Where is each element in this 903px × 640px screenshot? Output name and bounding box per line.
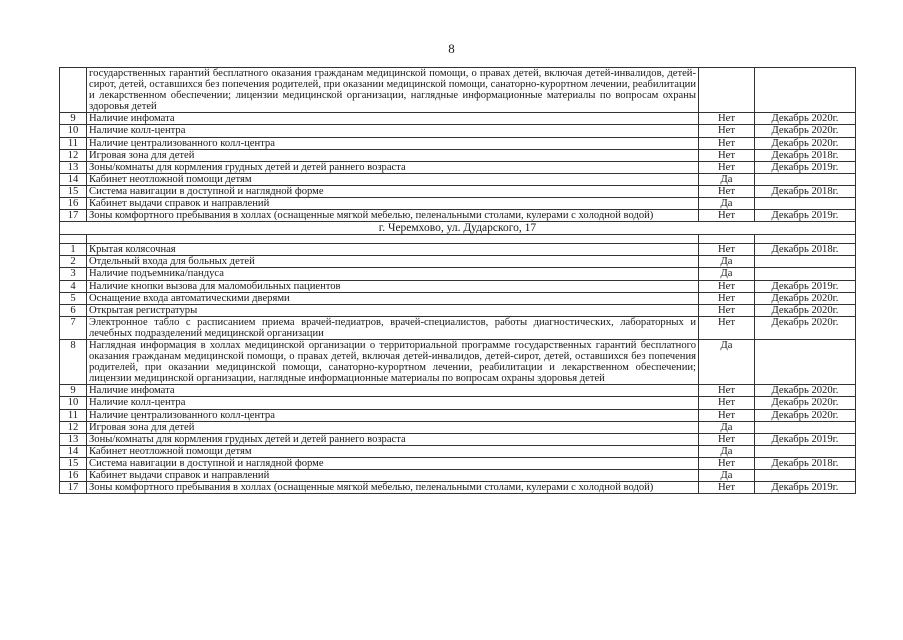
section-header: [60, 222, 856, 244]
table-row: [60, 198, 856, 210]
table-row: [60, 113, 856, 125]
table-row: [60, 339, 856, 384]
row-status: Нет: [699, 244, 755, 256]
table-row: [60, 421, 856, 433]
row-deadline: Декабрь 2020г.: [755, 385, 856, 397]
row-status: Да: [699, 198, 755, 210]
row-description: Наличие инфомата: [87, 113, 699, 125]
row-description: Кабинет неотложной помощи детям: [87, 445, 699, 457]
row-status: Нет: [699, 149, 755, 161]
row-number: 16: [60, 470, 87, 482]
row-description: Зоны комфортного пребывания в холлах (оснащенные мягкой мебелью, пеленальными столами, кулерами с холодной водой): [87, 210, 699, 222]
row-deadline: Декабрь 2020г.: [755, 316, 856, 339]
row-description: Наличие централизованного колл-центра: [87, 409, 699, 421]
row-number: 10: [60, 397, 87, 409]
row-description: Наличие централизованного колл-центра: [87, 137, 699, 149]
block-2-rows: [60, 244, 856, 494]
row-number: 13: [60, 433, 87, 445]
row-deadline: [755, 198, 856, 210]
row-deadline: Декабрь 2020г.: [755, 125, 856, 137]
row-number: 11: [60, 137, 87, 149]
row-status: Нет: [699, 292, 755, 304]
row-description: Наличие подъемника/пандуса: [87, 268, 699, 280]
table-row: [60, 457, 856, 469]
row-number: 6: [60, 304, 87, 316]
row-deadline: Декабрь 2019г.: [755, 433, 856, 445]
table-row: [60, 268, 856, 280]
row-number: 15: [60, 457, 87, 469]
row-status: Нет: [699, 457, 755, 469]
table-row: [60, 256, 856, 268]
table-row: [60, 482, 856, 494]
table-row: [60, 397, 856, 409]
page-number: 8: [448, 41, 455, 56]
table-row: [60, 445, 856, 457]
row-number: 17: [60, 482, 87, 494]
row-number: 9: [60, 113, 87, 125]
row-description: Зоны/комнаты для кормления грудных детей и детей раннего возраста: [87, 433, 699, 445]
row-number: 2: [60, 256, 87, 268]
row-description: Кабинет неотложной помощи детям: [87, 173, 699, 185]
section-row: [60, 222, 856, 235]
row-deadline: [755, 421, 856, 433]
block-1-rows: [60, 68, 856, 222]
row-number: 5: [60, 292, 87, 304]
row-description: Зоны/комнаты для кормления грудных детей и детей раннего возраста: [87, 161, 699, 173]
row-deadline: [755, 339, 856, 384]
row-status: Нет: [699, 210, 755, 222]
row-number: 17: [60, 210, 87, 222]
row-status: Да: [699, 445, 755, 457]
row-deadline: [755, 173, 856, 185]
row-status: [699, 68, 755, 113]
row-deadline: Декабрь 2018г.: [755, 185, 856, 197]
row-status: Да: [699, 470, 755, 482]
row-description: Электронное табло с расписанием приема врачей-педиатров, врачей-специалистов, работы диагностических, лабораторных и лечебных подразделений медицинской организации: [87, 316, 699, 339]
row-description: Игровая зона для детей: [87, 149, 699, 161]
row-status: Нет: [699, 409, 755, 421]
table-row: [60, 149, 856, 161]
row-description: Наглядная информация в холлах медицинской организации о территориальной программе государственных гарантий бесплатного оказания гражданам медицинской помощи, о правах детей, включая детей-инвалидов, детей-сирот, детей, оставшихся без попечения родителей, при оказании медицинской помощи, санаторно-курортном лечении, реабилитации и лекарственном обеспечении; лицензии медицинской организации, наглядные информационные материалы по вопросам охраны здоровья детей: [87, 339, 699, 384]
row-deadline: Декабрь 2019г.: [755, 280, 856, 292]
row-deadline: Декабрь 2020г.: [755, 409, 856, 421]
table-row: [60, 210, 856, 222]
row-deadline: [755, 445, 856, 457]
row-number: 11: [60, 409, 87, 421]
row-status: Нет: [699, 433, 755, 445]
table-row: [60, 161, 856, 173]
row-number: 12: [60, 421, 87, 433]
row-deadline: Декабрь 2020г.: [755, 137, 856, 149]
row-number: 14: [60, 445, 87, 457]
row-status: Да: [699, 173, 755, 185]
row-status: Нет: [699, 185, 755, 197]
row-number: 3: [60, 268, 87, 280]
table-row: [60, 137, 856, 149]
table-row: [60, 68, 856, 113]
table-row: [60, 280, 856, 292]
row-status: Да: [699, 421, 755, 433]
table-row: [60, 409, 856, 421]
row-number: 10: [60, 125, 87, 137]
row-status: Нет: [699, 304, 755, 316]
row-status: Да: [699, 256, 755, 268]
row-deadline: Декабрь 2020г.: [755, 304, 856, 316]
row-description: Игровая зона для детей: [87, 421, 699, 433]
row-deadline: Декабрь 2020г.: [755, 397, 856, 409]
row-description: Наличие инфомата: [87, 385, 699, 397]
row-status: Нет: [699, 161, 755, 173]
table-row: [60, 304, 856, 316]
table-row: [60, 185, 856, 197]
section-title: г. Черемхово, ул. Дударского, 17: [60, 222, 856, 235]
row-number: 7: [60, 316, 87, 339]
row-status: Нет: [699, 280, 755, 292]
row-status: Нет: [699, 482, 755, 494]
row-deadline: [755, 68, 856, 113]
row-description: Система навигации в доступной и наглядной форме: [87, 185, 699, 197]
row-number: 13: [60, 161, 87, 173]
row-number: 14: [60, 173, 87, 185]
row-status: Нет: [699, 316, 755, 339]
row-status: Нет: [699, 137, 755, 149]
row-deadline: Декабрь 2018г.: [755, 457, 856, 469]
table-row: [60, 173, 856, 185]
row-status: Нет: [699, 397, 755, 409]
table-row: [60, 470, 856, 482]
table-row: [60, 292, 856, 304]
row-number: 12: [60, 149, 87, 161]
row-description: Зоны комфортного пребывания в холлах (оснащенные мягкой мебелью, пеленальными столами, кулерами с холодной водой): [87, 482, 699, 494]
spacer-row: [60, 235, 856, 244]
row-deadline: Декабрь 2020г.: [755, 113, 856, 125]
row-status: Нет: [699, 385, 755, 397]
row-status: Нет: [699, 113, 755, 125]
row-deadline: Декабрь 2019г.: [755, 482, 856, 494]
row-description: Система навигации в доступной и наглядной форме: [87, 457, 699, 469]
row-deadline: [755, 470, 856, 482]
row-deadline: Декабрь 2018г.: [755, 149, 856, 161]
row-description: Крытая колясочная: [87, 244, 699, 256]
row-deadline: Декабрь 2019г.: [755, 161, 856, 173]
row-description: Наличие кнопки вызова для маломобильных пациентов: [87, 280, 699, 292]
table-row: [60, 316, 856, 339]
row-number: 8: [60, 339, 87, 384]
row-number: 4: [60, 280, 87, 292]
table-row: [60, 244, 856, 256]
row-description: Отдельный входа для больных детей: [87, 256, 699, 268]
table-row: [60, 125, 856, 137]
row-deadline: Декабрь 2018г.: [755, 244, 856, 256]
row-deadline: [755, 256, 856, 268]
row-description: Кабинет выдачи справок и направлений: [87, 198, 699, 210]
row-description: Наличие колл-центра: [87, 397, 699, 409]
row-description: государственных гарантий бесплатного оказания гражданам медицинской помощи, о правах детей, включая детей-инвалидов, детей-сирот, детей, оставшихся без попечения родителей, при оказании медицинской помощи, санаторно-курортном лечении, реабилитации и лекарственном обеспечении; лицензии медицинской организации, наглядные информационные материалы по вопросам охраны здоровья детей: [87, 68, 699, 113]
table-row: [60, 385, 856, 397]
row-number: 9: [60, 385, 87, 397]
row-number: 1: [60, 244, 87, 256]
row-description: Оснащение входа автоматическими дверями: [87, 292, 699, 304]
measures-table: [59, 67, 856, 494]
row-status: Да: [699, 339, 755, 384]
row-status: Нет: [699, 125, 755, 137]
row-number: 16: [60, 198, 87, 210]
row-description: Кабинет выдачи справок и направлений: [87, 470, 699, 482]
row-number: [60, 68, 87, 113]
row-number: 15: [60, 185, 87, 197]
row-description: Открытая регистратуры: [87, 304, 699, 316]
table-row: [60, 433, 856, 445]
row-deadline: [755, 268, 856, 280]
row-status: Да: [699, 268, 755, 280]
row-deadline: Декабрь 2019г.: [755, 210, 856, 222]
row-description: Наличие колл-центра: [87, 125, 699, 137]
row-deadline: Декабрь 2020г.: [755, 292, 856, 304]
